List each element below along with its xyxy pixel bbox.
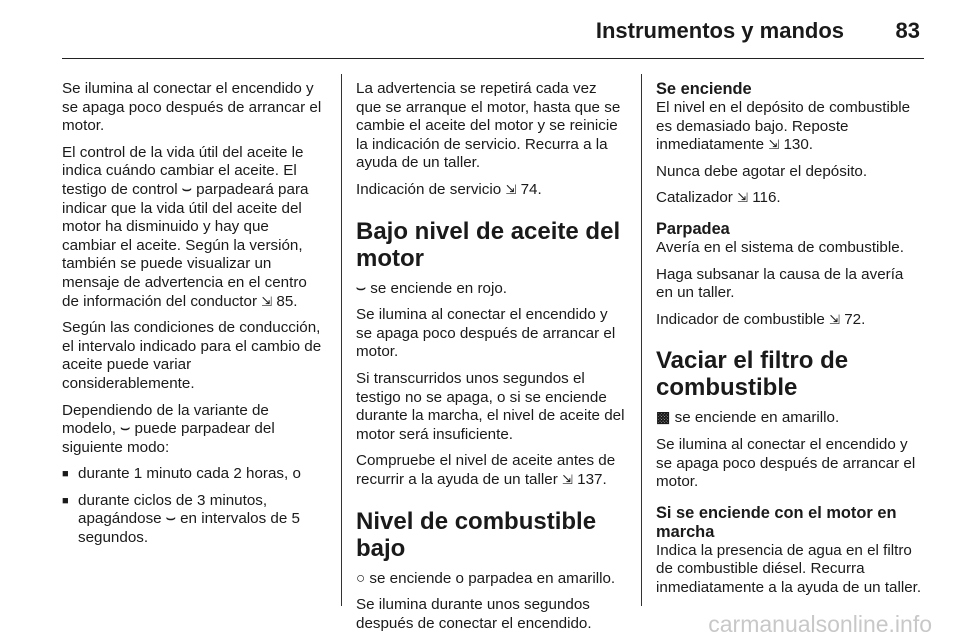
page-ref-icon: ⇲: [829, 311, 840, 327]
paragraph: Haga subsanar la causa de la avería en un taller.: [656, 265, 904, 302]
paragraph: Se ilumina durante unos segundos después de conectar el encendido.: [356, 596, 592, 632]
page-ref-link[interactable]: 137.: [577, 470, 607, 488]
watermark: carmanualsonline.info: [708, 611, 932, 637]
paragraph: El nivel en el depósito de combustible es demasiado bajo. Reposte inmediatamente ⇲ 130.: [656, 99, 911, 154]
page-ref-icon: ⇲: [562, 471, 573, 487]
list-item: ■ durante ciclos de 3 minutos, apagándose ⌣ en intervalos de 5 segundos.: [62, 492, 326, 548]
paragraph: La advertencia se repetirá cada vez que se arranque el motor, hasta que se cambie el aceite del motor y se reinicie la indicación de servicio. Recurra a la ayuda de un taller.: [356, 80, 621, 172]
section-heading: Bajo nivel de aceite del motor: [356, 217, 621, 272]
page-ref-link[interactable]: 74.: [520, 180, 542, 198]
fuel-filter-icon: ▩: [656, 409, 671, 427]
subsection-heading: Parpadea: [656, 219, 730, 238]
paragraph: El control de la vida útil del aceite le indica cuándo cambiar el aceite. El testigo de control ⌣ parpadeará para indicar que la vida útil del aceite del motor ha disminuido y hay que cambiar el aceite. Según la versión, también se puede visualizar un mensaje de advertencia en el centro de información del conductor ⇲ 85.: [62, 143, 309, 310]
column-divider: [341, 74, 342, 606]
column-3: [656, 80, 922, 606]
page-ref-icon: ⇲: [737, 190, 748, 206]
bullet-list: [62, 465, 326, 547]
page-ref-link[interactable]: 116.: [752, 189, 781, 207]
paragraph: Compruebe el nivel de aceite antes de recurrir a la ayuda de un taller ⇲ 137.: [356, 452, 616, 488]
subsection-heading: Se enciende: [656, 80, 752, 98]
oil-can-icon: ⌣: [120, 420, 131, 438]
section-heading: Nivel de combustible bajo: [356, 507, 597, 562]
oil-can-icon: ⌣: [181, 180, 192, 198]
column-2: [356, 80, 626, 641]
page-ref-link[interactable]: 130.: [783, 136, 814, 154]
page-ref-icon: ⇲: [261, 293, 273, 309]
page-ref-link[interactable]: 85.: [276, 292, 298, 310]
paragraph: Indicación de servicio ⇲ 74.: [356, 180, 542, 198]
paragraph: Nunca debe agotar el depósito.: [656, 162, 868, 180]
paragraph: Se ilumina al conectar el encendido y se apaga poco después de arrancar el motor.: [356, 306, 616, 361]
paragraph: ⌣ se enciende en rojo.: [356, 279, 508, 297]
paragraph: Catalizador ⇲ 116.: [656, 189, 781, 207]
oil-can-icon: ⌣: [165, 510, 176, 528]
list-item: ■ durante 1 minuto cada 2 horas, o: [62, 465, 326, 484]
paragraph: Indicador de combustible ⇲ 72.: [656, 310, 866, 328]
paragraph: ○ se enciende o parpadea en amarillo.: [356, 569, 616, 587]
paragraph: Se ilumina al conectar el encendido y se apaga poco después de arrancar el motor.: [62, 80, 322, 135]
section-heading: Vaciar el filtro de combustible: [656, 347, 849, 402]
column-1: [62, 80, 326, 556]
page-header: [62, 0, 924, 59]
paragraph: Si transcurridos unos segundos el testigo no se apaga, o si se enciende durante la marcha, el nivel de aceite del motor será insuficiente.: [356, 369, 625, 443]
page-ref-link[interactable]: 72.: [844, 310, 866, 328]
fuel-warning-icon: ○: [356, 569, 366, 587]
paragraph: Según las condiciones de conducción, el intervalo indicado para el cambio de aceite puede variar considerablemente.: [62, 319, 322, 392]
paragraph: Indica la presencia de agua en el filtro de combustible diésel. Recurra inmediatamente a la ayuda de un taller.: [656, 541, 922, 596]
paragraph: Avería en el sistema de combustible.: [656, 238, 904, 256]
paragraph: Se ilumina al conectar el encendido y se apaga poco después de arrancar el motor.: [656, 435, 916, 491]
page-title: Instrumentos y mandos: [595, 18, 844, 43]
paragraph: Dependiendo de la variante de modelo, ⌣ puede parpadear del siguiente modo:: [62, 401, 275, 456]
page-ref-icon: ⇲: [505, 181, 517, 197]
paragraph: ▩ se enciende en amarillo.: [656, 409, 840, 427]
subsection-heading: Si se enciende con el motor en marcha: [656, 503, 897, 541]
page-ref-icon: ⇲: [768, 137, 780, 153]
page-number: 83: [895, 18, 920, 43]
oil-level-icon: ⌣: [356, 279, 366, 297]
column-divider: [641, 74, 642, 606]
